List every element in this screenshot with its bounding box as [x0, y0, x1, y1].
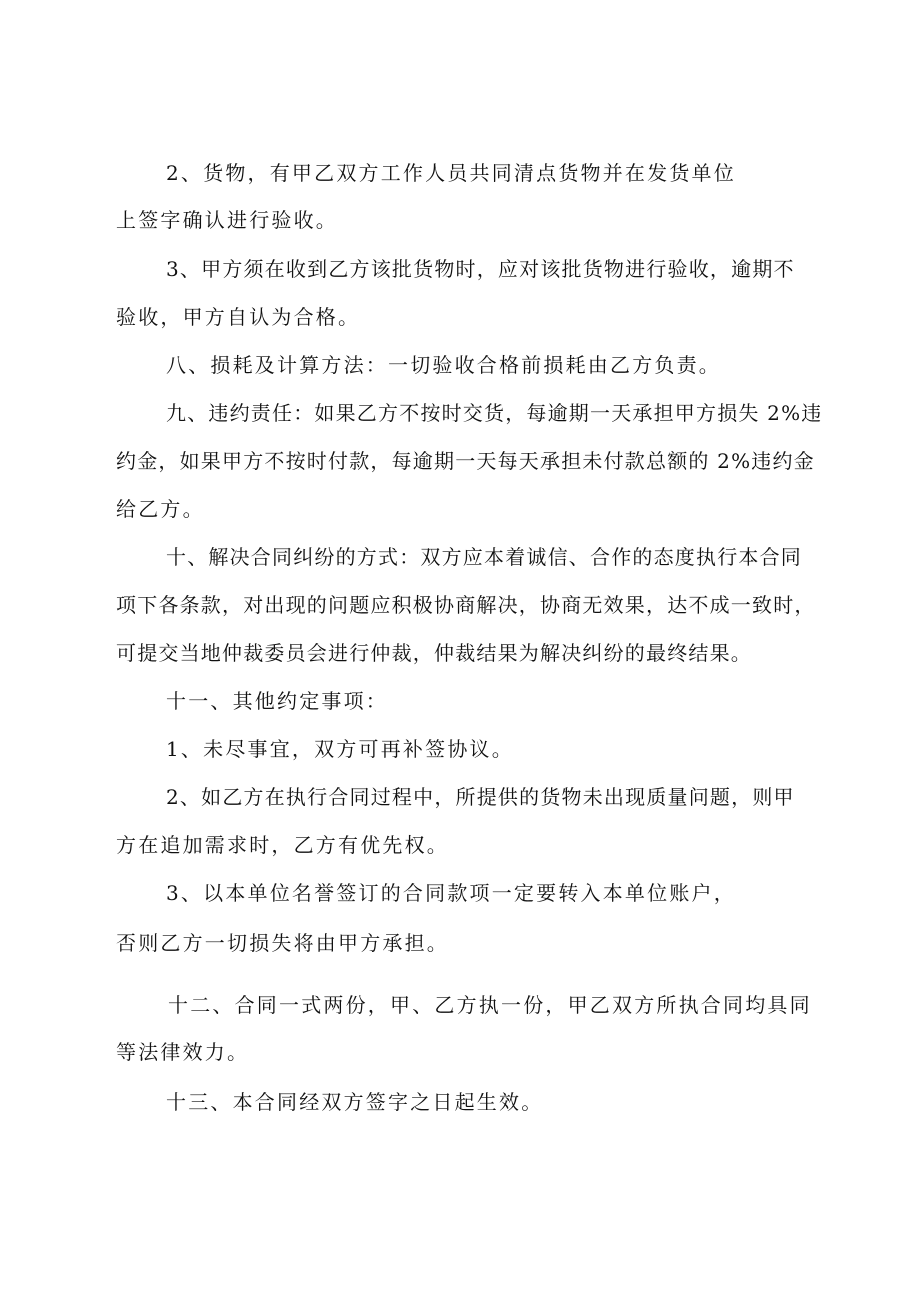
text-line: 否则乙方一切损失将由甲方承担。 [116, 931, 449, 955]
text-line: 可提交当地仲裁委员会进行仲裁，仲裁结果为解决纠纷的最终结果。 [116, 641, 752, 665]
text-line: 验收，甲方自认为合格。 [116, 305, 361, 329]
text-line: 项下各条款，对出现的问题应积极协商解决，协商无效果，达不成一致时， [116, 593, 816, 617]
text-line: 八、损耗及计算方法：一切验收合格前损耗由乙方负责。 [166, 353, 721, 377]
text-line: 十三、本合同经双方签字之日起生效。 [166, 1090, 544, 1114]
text-line: 3、以本单位名誉签订的合同款项一定要转入本单位账户， [166, 881, 736, 905]
text-line: 九、违约责任：如果乙方不按时交货，每逾期一天承担甲方损失 2%违 [166, 401, 823, 425]
text-line: 十一、其他约定事项： [166, 689, 388, 713]
text-line: 等法律效力。 [116, 1040, 250, 1064]
text-line: 方在追加需求时，乙方有优先权。 [116, 833, 449, 857]
text-line: 十、解决合同纠纷的方式：双方应本着诚信、合作的态度执行本合同 [166, 545, 802, 569]
text-line: 上签字确认进行验收。 [116, 208, 338, 232]
text-line: 约金，如果甲方不按时付款，每逾期一天每天承担未付款总额的 2%违约金 [116, 449, 815, 473]
text-line: 2、如乙方在执行合同过程中，所提供的货物未出现质量问题，则甲 [166, 785, 795, 809]
text-line: 3、甲方须在收到乙方该批货物时，应对该批货物进行验收，逾期不 [166, 257, 795, 281]
text-line: 十二、合同一式两份，甲、乙方执一份，甲乙双方所执合同均具同 [168, 993, 812, 1017]
text-line: 1、未尽事宜，双方可再补签协议。 [166, 737, 514, 761]
text-line: 2、货物，有甲乙双方工作人员共同清点货物并在发货单位 [166, 161, 736, 185]
text-line: 给乙方。 [116, 497, 205, 521]
